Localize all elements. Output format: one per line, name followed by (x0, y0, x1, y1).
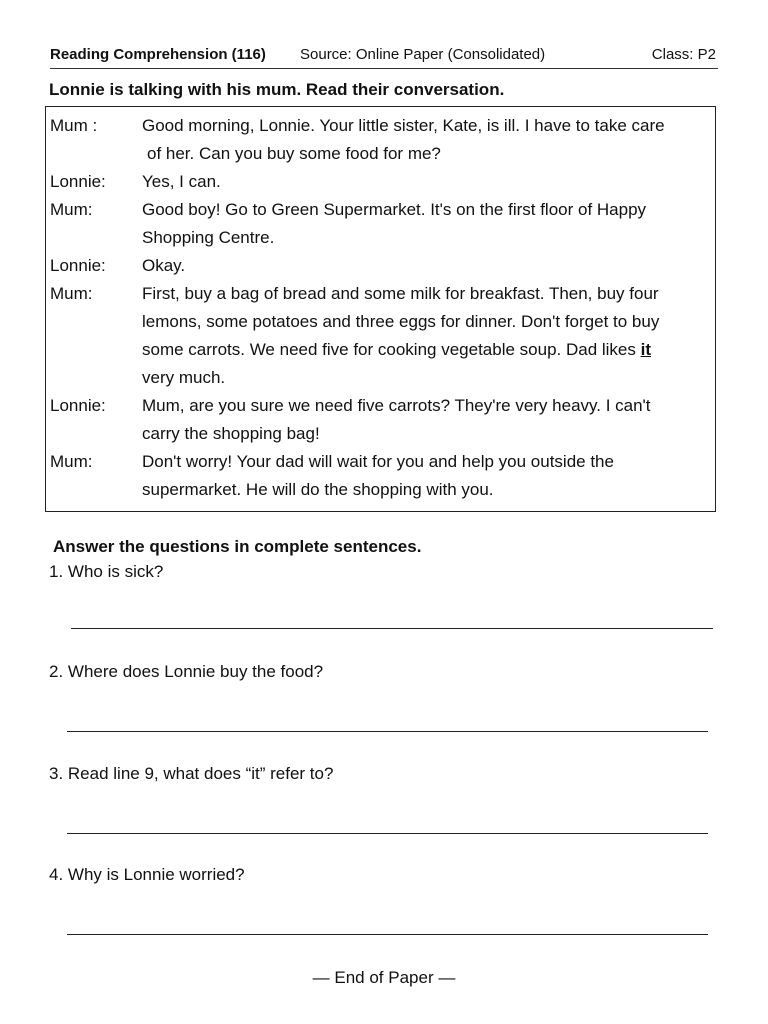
dialogue-box (45, 106, 716, 512)
dialogue-turn (46, 280, 715, 392)
utterance (142, 112, 715, 168)
utterance-line (142, 336, 707, 364)
question-1: 1. Who is sick? (49, 562, 164, 581)
answer-line-3[interactable] (67, 833, 708, 834)
speaker-label: Lonnie: (50, 172, 106, 191)
dialogue-turn (46, 196, 715, 252)
utterance (142, 280, 715, 392)
dialogue-turn (46, 252, 715, 280)
utterance (142, 168, 715, 196)
utterance-line: First, buy a bag of bread and some milk for breakfast. Then, buy four (142, 284, 659, 303)
dialogue-turn (46, 448, 715, 504)
questions-heading: Answer the questions in complete sentences. (53, 537, 422, 556)
utterance-line: Shopping Centre. (142, 228, 275, 247)
utterance-line: Good morning, Lonnie. Your little sister, Kate, is ill. I have to take care (142, 116, 665, 135)
speaker-label: Mum: (50, 284, 93, 303)
question-2: 2. Where does Lonnie buy the food? (49, 662, 324, 681)
dialogue-turn (46, 168, 715, 196)
question-3: 3. Read line 9, what does “it” refer to? (49, 764, 334, 783)
page-header (50, 44, 718, 69)
header-title: Reading Comprehension (116) (50, 46, 266, 63)
utterance (142, 196, 715, 252)
question-4: 4. Why is Lonnie worried? (49, 865, 245, 884)
utterance-line: very much. (142, 368, 226, 387)
header-source: Source: Online Paper (Consolidated) (300, 46, 546, 63)
underlined-word-it: it (640, 340, 652, 359)
answer-line-2[interactable] (67, 731, 708, 732)
utterance-line: Yes, I can. (142, 172, 221, 191)
answer-line-4[interactable] (67, 934, 708, 935)
utterance (142, 392, 715, 448)
utterance-line: Don't worry! Your dad will wait for you and help you outside the (142, 452, 614, 471)
utterance-line: of her. Can you buy some food for me? (147, 144, 441, 163)
reading-instruction: Lonnie is talking with his mum. Read their conversation. (49, 80, 505, 99)
utterance-line: supermarket. He will do the shopping with you. (142, 480, 494, 499)
speaker-label: Lonnie: (50, 256, 106, 275)
answer-line-1[interactable] (71, 628, 713, 629)
utterance-line: carry the shopping bag! (142, 424, 320, 443)
utterance (142, 252, 715, 280)
speaker-label: Mum: (50, 452, 93, 471)
speaker-label: Lonnie: (50, 396, 106, 415)
utterance-line: Mum, are you sure we need five carrots? They're very heavy. I can't (142, 396, 651, 415)
utterance (142, 448, 715, 504)
end-of-paper: — End of Paper — (312, 968, 456, 987)
speaker-label: Mum : (50, 116, 98, 135)
header-class: Class: P2 (651, 46, 716, 63)
utterance-text: some carrots. We need five for cooking vegetable soup. Dad likes (142, 340, 641, 359)
utterance-line: Okay. (142, 256, 186, 275)
utterance-line: lemons, some potatoes and three eggs for dinner. Don't forget to buy (142, 312, 660, 331)
speaker-label: Mum: (50, 200, 93, 219)
utterance-line: Good boy! Go to Green Supermarket. It's on the first floor of Happy (142, 200, 647, 219)
dialogue-turn (46, 112, 715, 168)
dialogue-turn (46, 392, 715, 448)
